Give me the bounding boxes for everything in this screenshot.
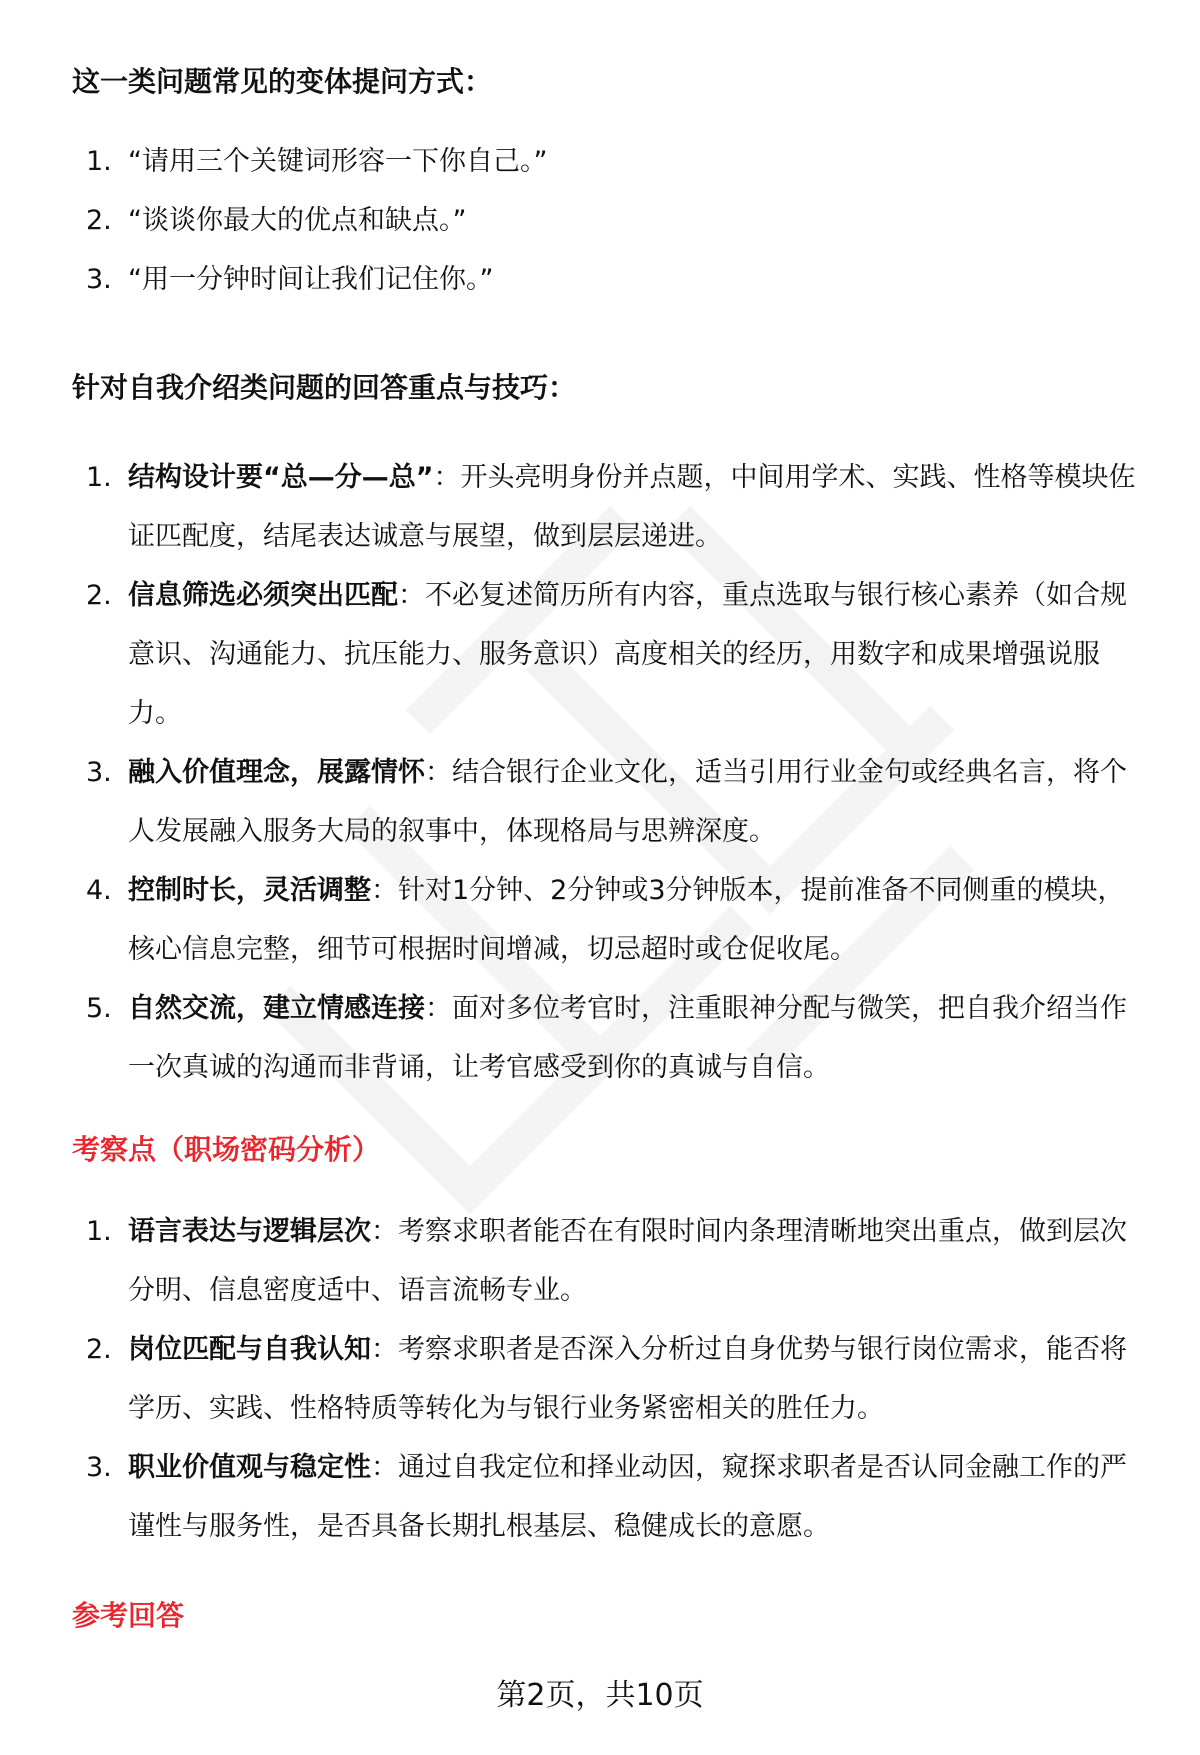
item-text: 考察求职者是否深入分析过自身优势与银行岗位需求，能否将学历、实践、性格特质等转化为与银行业务紧密相关的胜任力。 [128, 1334, 1127, 1424]
item-separator: ： [371, 1334, 398, 1365]
item-lead: 语言表达与逻辑层次 [128, 1216, 371, 1247]
item-number: 1. [86, 462, 112, 493]
list-item [72, 250, 1150, 309]
item-number: 4. [86, 875, 112, 906]
variant-questions-heading: 这一类问题常见的变体提问方式： [72, 65, 493, 98]
list-item [72, 1202, 1150, 1320]
list-item [72, 191, 1150, 250]
item-number: 3. [86, 1452, 112, 1483]
item-separator: ： [371, 875, 398, 906]
item-number: 1. [86, 1216, 112, 1247]
answer-tips-heading: 针对自我介绍类问题的回答重点与技巧： [72, 371, 577, 404]
item-text: “请用三个关键词形容一下你自己。” [128, 146, 548, 177]
assessment-points-heading: 考察点（职场密码分析） [72, 1133, 381, 1166]
item-separator: ： [371, 1452, 398, 1483]
item-number: 2. [86, 1334, 112, 1365]
list-item [72, 1438, 1150, 1556]
item-number: 2. [86, 580, 112, 611]
item-number: 3. [86, 264, 112, 295]
item-lead: 控制时长，灵活调整 [128, 875, 371, 906]
list-item [72, 566, 1150, 743]
item-separator: ： [433, 462, 461, 493]
item-number: 5. [86, 993, 112, 1024]
list-item [72, 743, 1150, 861]
item-text: 考察求职者能否在有限时间内条理清晰地突出重点，做到层次分明、信息密度适中、语言流畅专业。 [128, 1216, 1127, 1306]
reference-answer-heading: 参考回答 [72, 1599, 185, 1632]
item-separator: ： [371, 1216, 398, 1247]
item-text: 针对1分钟、2分钟或3分钟版本，提前准备不同侧重的模块，核心信息完整，细节可根据时间增减，切忌超时或仓促收尾。 [128, 875, 1125, 965]
item-separator: ： [398, 580, 425, 611]
list-item [72, 1320, 1150, 1438]
item-text: “用一分钟时间让我们记住你。” [128, 264, 494, 295]
item-lead: 信息筛选必须突出匹配 [128, 580, 398, 611]
item-text: “谈谈你最大的优点和缺点。” [128, 205, 467, 236]
item-lead: 结构设计要“总—分—总” [128, 462, 434, 493]
page-number-footer: 第2页，共10页 [496, 1678, 704, 1713]
item-text: 通过自我定位和择业动因，窥探求职者是否认同金融工作的严谨性与服务性，是否具备长期扎根基层、稳健成长的意愿。 [128, 1452, 1127, 1542]
variant-questions-list [72, 132, 1150, 309]
item-lead: 融入价值理念，展露情怀 [128, 757, 425, 788]
item-lead: 职业价值观与稳定性 [128, 1452, 371, 1483]
answer-tips-list [72, 448, 1150, 1097]
item-number: 1. [86, 146, 112, 177]
item-separator: ： [425, 757, 452, 788]
item-lead: 岗位匹配与自我认知 [128, 1334, 371, 1365]
item-text: 开头亮明身份并点题，中间用学术、实践、性格等模块佐证匹配度，结尾表达诚意与展望，做到层层递进。 [128, 462, 1136, 552]
item-number: 3. [86, 757, 112, 788]
item-text: 不必复述简历所有内容，重点选取与银行核心素养（如合规意识、沟通能力、抗压能力、服务意识）高度相关的经历，用数字和成果增强说服力。 [128, 580, 1127, 729]
list-item [72, 979, 1150, 1097]
list-item [72, 861, 1150, 979]
assessment-points-list [72, 1202, 1150, 1556]
item-separator: ： [425, 993, 452, 1024]
list-item [72, 448, 1150, 566]
item-text: 结合银行企业文化，适当引用行业金句或经典名言，将个人发展融入服务大局的叙事中，体现格局与思辨深度。 [128, 757, 1127, 847]
item-text: 面对多位考官时，注重眼神分配与微笑，把自我介绍当作一次真诚的沟通而非背诵，让考官感受到你的真诚与自信。 [128, 993, 1127, 1083]
item-lead: 自然交流，建立情感连接 [128, 993, 425, 1024]
list-item [72, 132, 1150, 191]
item-number: 2. [86, 205, 112, 236]
